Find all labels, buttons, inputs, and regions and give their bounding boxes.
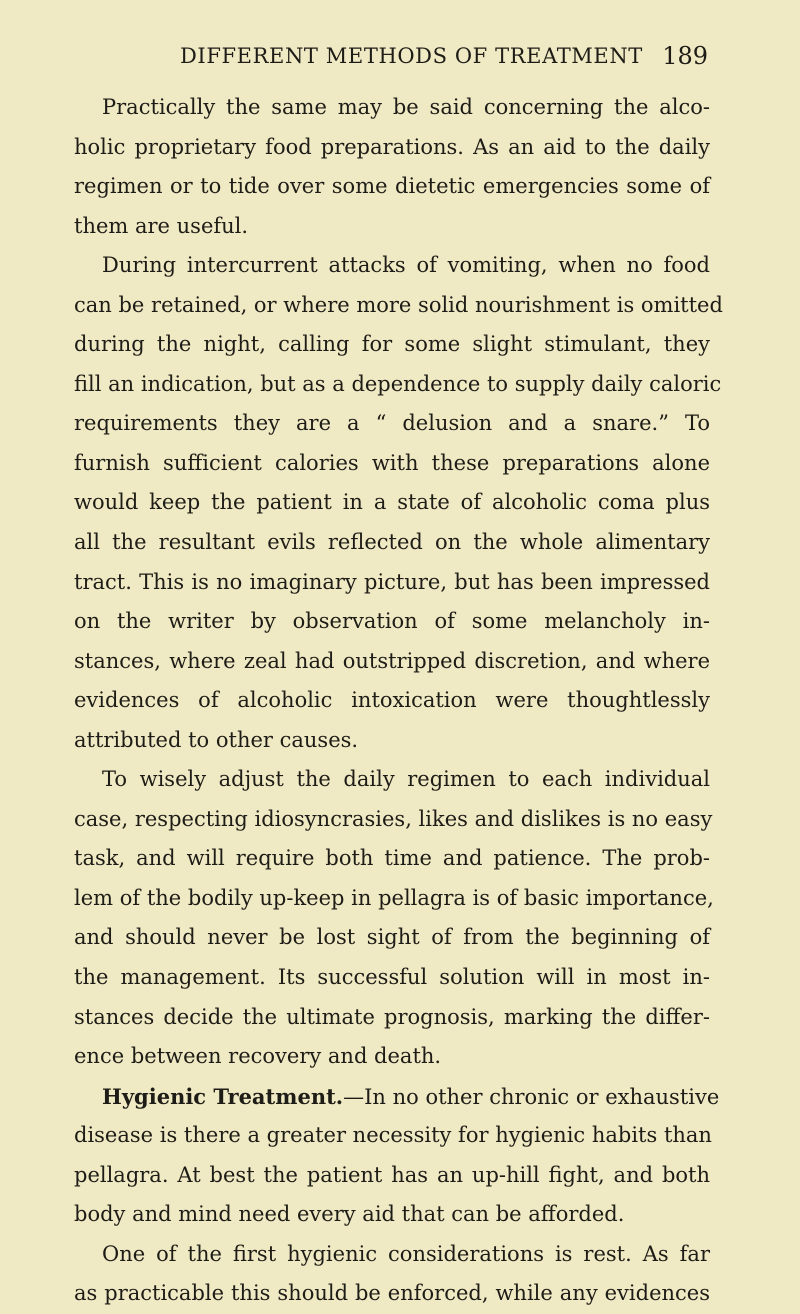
- text-line: holic proprietary food preparations. As an aid to the daily: [74, 134, 710, 159]
- text-line: on the writer by observation of some melancholy in-: [74, 609, 710, 634]
- text-line: stances decide the ultimate prognosis, marking the differ-: [74, 1004, 710, 1029]
- text-line: During intercurrent attacks of vomiting, when no food: [102, 253, 710, 278]
- text-line: case, respecting idiosyncrasies, likes and dislikes is no easy: [74, 806, 713, 831]
- body-text: [74, 88, 723, 1314]
- text-run: —In no other chronic or exhaustive: [343, 1084, 720, 1109]
- text-line: would keep the patient in a state of alcoholic coma plus: [74, 490, 710, 515]
- text-line: can be retained, or where more solid nourishment is omitted: [74, 292, 723, 317]
- running-title: DIFFERENT METHODS OF TREATMENT: [180, 44, 643, 68]
- section-heading: Hygienic Treatment.: [102, 1083, 344, 1109]
- text-line: lem of the bodily up-keep in pellagra is of basic importance,: [74, 885, 714, 910]
- text-line: Practically the same may be said concerning the alco-: [102, 95, 710, 119]
- text-line: disease is there a greater necessity for hygienic habits than: [74, 1123, 712, 1148]
- text-line: requirements they are a “ delusion and a snare.” To: [74, 411, 710, 436]
- text-line: pellagra. At best the patient has an up-hill fight, and both: [74, 1162, 710, 1187]
- section-heading-line: [74, 1077, 720, 1117]
- text-line: tract. This is no imaginary picture, but has been impressed: [74, 569, 710, 594]
- text-line: the management. Its successful solution will in most in-: [74, 965, 710, 990]
- text-line: task, and will require both time and patience. The prob-: [74, 846, 710, 871]
- text-line: One of the first hygienic considerations is rest. As far: [102, 1241, 710, 1266]
- text-line: body and mind need every aid that can be afforded.: [74, 1202, 625, 1227]
- text-line: regimen or to tide over some dietetic emergencies some of: [74, 174, 710, 199]
- text-line: attributed to other causes.: [74, 727, 359, 752]
- text-line: them are useful.: [74, 213, 249, 238]
- text-line: To wisely adjust the daily regimen to each individual: [102, 767, 710, 792]
- text-line: stances, where zeal had outstripped discretion, and where: [74, 648, 710, 673]
- running-head: [76, 44, 708, 74]
- text-line: evidences of alcoholic intoxication were thoughtlessly: [74, 688, 710, 713]
- text-line: ence between recovery and death.: [74, 1044, 442, 1069]
- text-line: furnish sufficient calories with these preparations alone: [74, 450, 710, 475]
- text-line: and should never be lost sight of from the beginning of: [74, 925, 710, 950]
- text-line: as practicable this should be enforced, while any evidences: [74, 1281, 710, 1306]
- text-line: during the night, calling for some slight stimulant, they: [74, 332, 710, 357]
- page-number: 189: [662, 42, 708, 70]
- text-line: fill an indication, but as a dependence to supply daily caloric: [74, 371, 722, 396]
- text-line: all the resultant evils reflected on the whole alimentary: [74, 530, 710, 555]
